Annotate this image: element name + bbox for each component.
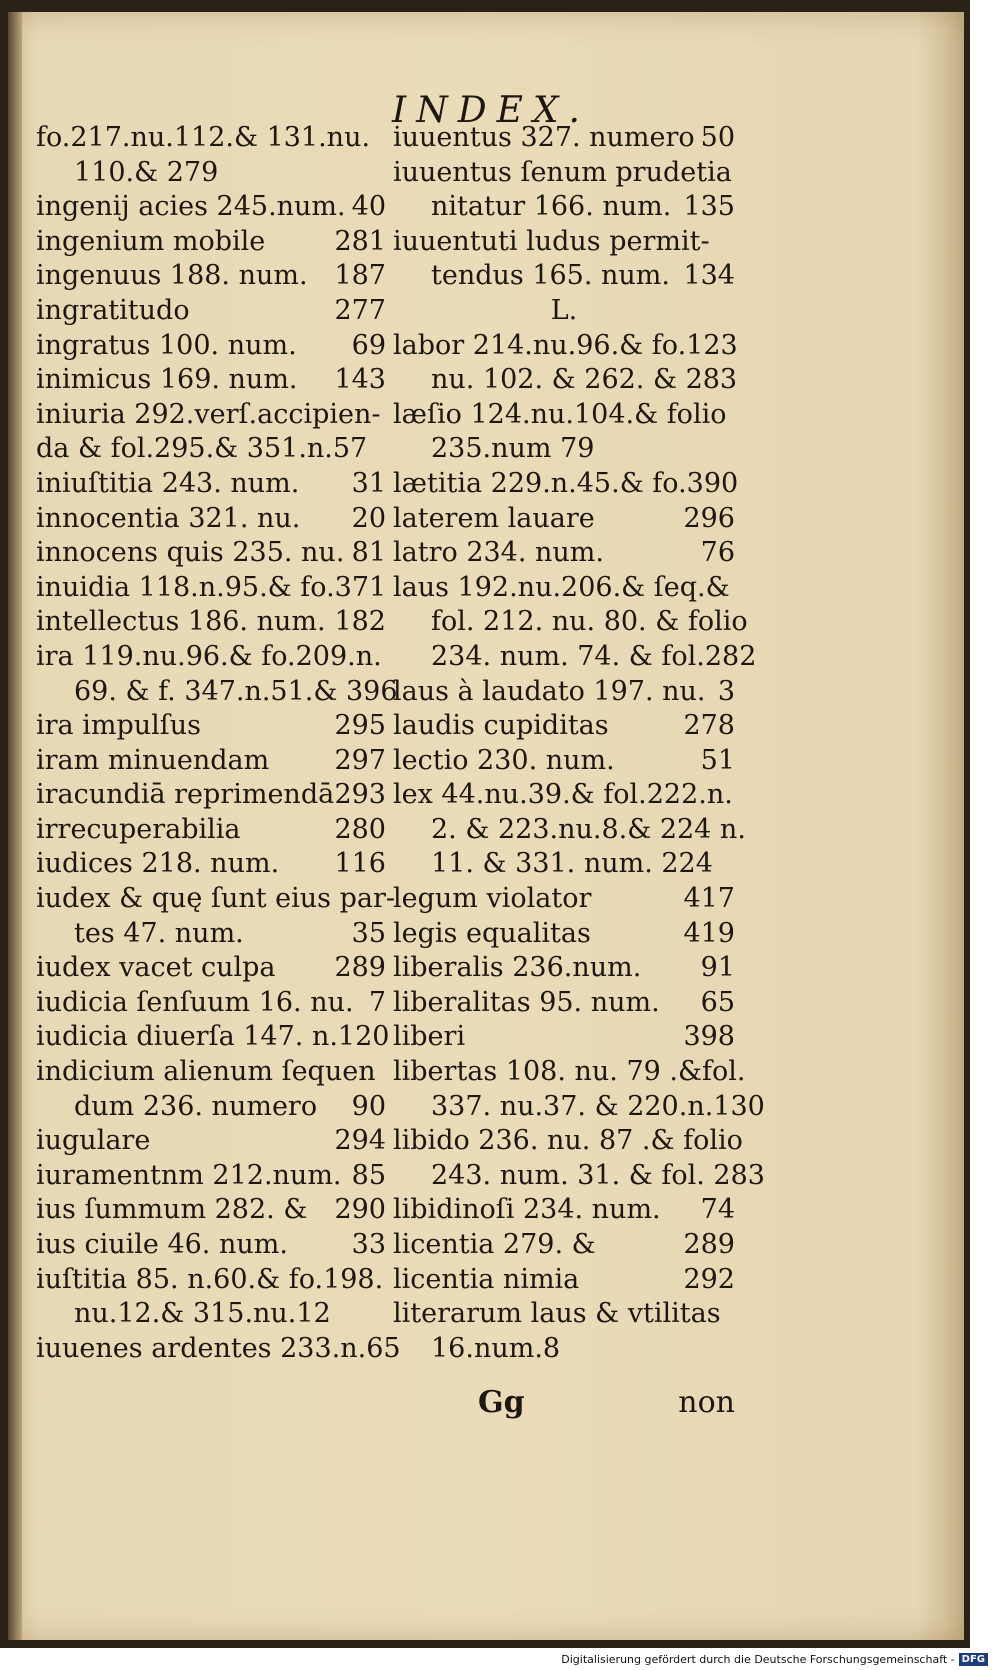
index-entry [36, 675, 398, 710]
index-entry-term: iracundiā reprimendā [36, 779, 335, 811]
index-entry-page-number: 295 [334, 710, 386, 742]
index-entry [36, 259, 386, 294]
index-entry [36, 156, 386, 191]
index-entry [36, 121, 386, 156]
page-header: INDEX. [392, 90, 590, 131]
index-entry [393, 951, 735, 986]
index-entry-page-number: 187 [334, 260, 386, 292]
index-entry-page-number: 3 [717, 675, 735, 707]
index-entry-term: fol. 212. nu. 80. & folio [431, 606, 748, 638]
index-entry-term: iudicia diuerſa 147. n. [36, 1021, 338, 1053]
index-entry [393, 605, 748, 640]
index-entry [393, 675, 735, 710]
index-entry-term: licentia nimia [393, 1263, 580, 1295]
index-entry-term: iniuſtitia 243. num. [36, 467, 300, 499]
index-entry-term: legis equalitas [393, 917, 591, 949]
index-entry [36, 432, 386, 467]
index-entry [36, 1090, 386, 1125]
index-entry-term: iudices 218. num. [36, 848, 280, 880]
index-letter: L. [550, 294, 578, 326]
index-entry [393, 329, 738, 364]
index-entry-page-number: 50 [700, 122, 735, 153]
index-entry [393, 467, 739, 502]
index-entry [393, 986, 735, 1021]
index-entry-term: tendus 165. num. [431, 260, 670, 292]
index-entry [36, 917, 386, 952]
index-entry-term: libertas 108. nu. 79 .&fol. [393, 1056, 746, 1088]
index-entry-term: ingratus 100. num. [36, 329, 297, 361]
index-entry-page-number: 289 [334, 952, 386, 984]
index-entry [393, 640, 757, 675]
index-entry-term: 243. num. 31. & fol. 283 [431, 1159, 765, 1191]
index-entry [393, 778, 735, 813]
index-entry-page-number: 65 [700, 986, 735, 1018]
index-entry [393, 709, 735, 744]
index-entry-term: inuidia 118.n.95.& fo. [36, 571, 335, 603]
index-entry-page-number: 398 [683, 1021, 735, 1053]
index-entry-term: laudis cupiditas [393, 710, 609, 742]
index-entry-term: legum violator [393, 883, 592, 915]
index-entry-term: læſio 124.nu.104.& folio [393, 398, 727, 430]
index-entry-term: ira impulſus [36, 710, 202, 742]
index-entry [36, 744, 386, 779]
page-binding-edge [8, 12, 22, 1640]
attribution-bar [561, 1653, 988, 1666]
index-entry-term: iuramentnm 212.num. [36, 1159, 342, 1191]
index-entry-term: tes 47. num. [74, 917, 244, 949]
index-entry [393, 156, 735, 191]
index-entry-page-number: 182 [334, 606, 386, 638]
index-entry [393, 225, 735, 260]
index-entry-term: 11. & 331. num. 224 [431, 848, 713, 880]
index-entry [393, 1020, 735, 1055]
index-entry-term: 16.num.8 [431, 1332, 561, 1364]
index-entry-page-number: 277 [334, 294, 386, 326]
index-entry-page-number: 135 [683, 191, 735, 223]
index-entry-page-number: 116 [334, 848, 386, 880]
index-entry [36, 951, 386, 986]
index-entry-term: libidinoſi 234. num. [393, 1194, 661, 1226]
index-entry-page-number: 292 [683, 1263, 735, 1295]
index-entry [36, 536, 386, 571]
index-entry [36, 1159, 386, 1194]
index-entry-term: liberalis 236.num. [393, 952, 642, 984]
index-entry [393, 190, 735, 225]
index-entry-term: nu.12.& 315.nu.12 [74, 1298, 331, 1330]
index-entry-term: iudex & quę ſunt eius par- [36, 883, 396, 915]
index-entry [36, 778, 386, 813]
index-entry-term: latro 234. num. [393, 537, 604, 569]
index-entry-term: lex 44.nu.39.& fol.222.n. [393, 779, 733, 811]
index-entry-term: intellectus 186. num. [36, 606, 326, 638]
index-entry-term: laus à laudato 197. nu. [393, 675, 706, 707]
page-footer [393, 1385, 735, 1420]
index-entry-term: iugulare [36, 1125, 151, 1157]
index-entry-term: laus 192.nu.206.& ſeq.& [393, 571, 730, 603]
index-entry [393, 398, 735, 433]
index-entry-term: 235.num 79 [431, 433, 595, 465]
index-entry-page-number: 417 [683, 883, 735, 915]
index-entry [36, 225, 386, 260]
index-entry [36, 571, 386, 606]
index-entry [393, 363, 738, 398]
index-entry-term: licentia 279. & [393, 1229, 596, 1260]
index-entry-page-number: 74 [700, 1194, 735, 1226]
index-entry-term: irrecuperabilia [36, 813, 241, 845]
index-entry-term: fo.217.nu.112.& 131.nu. [36, 122, 371, 153]
index-entry [36, 294, 386, 329]
index-entry-page-number: 278 [683, 710, 735, 742]
index-entry-term: da & fol.295.& 351.n.57 [36, 433, 368, 465]
index-entry-term: iuuenes ardentes 233.n. [36, 1332, 367, 1364]
index-entry [36, 502, 386, 537]
index-entry-page-number: 85 [351, 1159, 386, 1191]
index-entry-term: labor 214.nu.96.& fo.123 [393, 329, 738, 361]
index-entry-page-number: 91 [700, 952, 735, 984]
index-entry-term: indicium alienum ſequen [36, 1056, 376, 1088]
index-entry [36, 605, 386, 640]
index-entry [393, 1297, 735, 1332]
index-entry-term: ingenuus 188. num. [36, 260, 308, 292]
index-entry [36, 640, 386, 675]
index-entry [393, 1159, 765, 1194]
index-entry [393, 121, 735, 156]
index-entry-term: liberi [393, 1021, 466, 1053]
index-entry [36, 709, 386, 744]
index-entry [393, 917, 735, 952]
index-entry-term: nitatur 166. num. [431, 191, 672, 223]
index-entry-term: dum 236. numero [74, 1090, 318, 1122]
index-entry [36, 363, 386, 398]
index-entry [393, 536, 735, 571]
index-entry-term: iuſtitia 85. n.60.& fo.198. [36, 1263, 384, 1295]
index-entry-page-number: 281 [334, 225, 386, 257]
index-entry-page-number: 65 [366, 1332, 401, 1364]
index-entry-page-number: 297 [334, 744, 386, 776]
index-entry [393, 1193, 735, 1228]
index-entry-term: nu. 102. & 262. & 283 [431, 364, 738, 396]
index-entry-term: iudicia ſenſuum 16. nu. [36, 986, 354, 1018]
index-entry-page-number: 290 [334, 1194, 386, 1226]
index-entry-term: ingratitudo [36, 294, 190, 326]
index-entry [393, 259, 735, 294]
index-entry-term: ingenium mobile [36, 225, 266, 257]
index-entry-term: inimicus 169. num. [36, 364, 298, 396]
index-entry [393, 1124, 743, 1159]
index-entry-term: iniuria 292.verſ.accipien- [36, 398, 381, 430]
index-entry [36, 1055, 386, 1090]
index-entry-page-number: 40 [351, 191, 386, 223]
index-entry-term: ius ciuile 46. num. [36, 1229, 288, 1260]
index-entry-term: libido 236. nu. 87 .& folio [393, 1125, 743, 1157]
index-entry-term: iram minuendam [36, 744, 270, 776]
index-letter-heading [393, 294, 735, 329]
index-entry [36, 813, 386, 848]
index-entry [36, 1263, 386, 1298]
index-entry-term: 337. nu.37. & 220.n.130 [431, 1090, 765, 1122]
index-entry [393, 502, 735, 537]
index-entry [393, 744, 735, 779]
index-entry-page-number: 33 [351, 1229, 386, 1260]
index-entry-page-number: 81 [351, 537, 386, 569]
signature-mark: Gg [478, 1385, 525, 1420]
index-entry [36, 329, 386, 364]
index-entry-term: iuuentuti ludus permit- [393, 225, 710, 257]
index-entry-term: ira 119.nu.96.& fo.209.n. [36, 640, 382, 672]
index-entry-term: 2. & 223.nu.8.& 224 n. [431, 813, 746, 845]
index-entry [36, 847, 386, 882]
index-entry [36, 398, 386, 433]
index-entry-page-number: 296 [683, 502, 735, 534]
index-entry-term: iuuentus 327. numero [393, 122, 695, 153]
attribution-text: Digitalisierung gefördert durch die Deutsche Forschungsgemeinschaft - [561, 1653, 955, 1666]
index-entry-page-number: 371 [334, 571, 387, 603]
index-entry [393, 571, 735, 606]
index-column-left [36, 121, 401, 1366]
index-entry-term: liberalitas 95. num. [393, 986, 660, 1018]
index-entry-term: innocens quis 235. nu. [36, 537, 345, 569]
index-entry [36, 986, 386, 1021]
index-entry [393, 1228, 735, 1263]
index-entry-page-number: 134 [683, 260, 735, 292]
index-entry [393, 847, 735, 882]
index-entry [36, 882, 396, 917]
index-entry [393, 813, 746, 848]
index-entry-page-number: 76 [700, 537, 735, 569]
index-entry [36, 190, 386, 225]
index-entry [393, 1090, 765, 1125]
index-entry-page-number: 293 [334, 779, 386, 811]
index-entry-page-number: 143 [334, 364, 386, 396]
index-entry [36, 1332, 401, 1367]
index-entry-page-number: 120 [337, 1021, 390, 1053]
index-entry [36, 1297, 386, 1332]
index-entry [36, 1228, 386, 1263]
index-entry-term: iuuentus ſenum prudetia [393, 156, 732, 188]
index-entry [36, 1020, 390, 1055]
index-entry-term: lectio 230. num. [393, 744, 615, 776]
index-entry-term: 69. & f. 347.n.51.& 396 [74, 675, 398, 707]
index-entry-page-number: 419 [683, 917, 735, 949]
index-entry-term: 234. num. 74. & fol.282 [431, 640, 757, 672]
index-entry-term: 110.& 279 [74, 156, 219, 188]
index-entry-page-number: 69 [351, 329, 386, 361]
index-entry [36, 1193, 386, 1228]
index-entry-term: lætitia 229.n.45.& fo.390 [393, 467, 739, 499]
index-entry-page-number: 280 [334, 813, 386, 845]
index-entry [393, 1055, 746, 1090]
index-entry-page-number: 289 [683, 1229, 735, 1260]
index-entry-page-number: 294 [334, 1125, 386, 1157]
index-entry [393, 882, 735, 917]
index-entry-term: ingenij acies 245.num. [36, 191, 346, 223]
index-entry [393, 1332, 735, 1367]
index-entry-term: literarum laus & vtilitas [393, 1298, 721, 1330]
index-entry-term: ius ſummum 282. & [36, 1194, 308, 1226]
catchword: non [678, 1385, 735, 1420]
index-entry [36, 467, 386, 502]
index-entry-page-number: 31 [351, 467, 386, 499]
index-entry-page-number: 90 [351, 1090, 386, 1122]
index-entry-page-number: 35 [351, 917, 386, 949]
index-entry-term: innocentia 321. nu. [36, 502, 301, 534]
index-entry-page-number: 7 [368, 986, 386, 1018]
dfg-logo: DFG [959, 1653, 988, 1666]
index-entry-term: laterem lauare [393, 502, 595, 534]
index-entry-term: iudex vacet culpa [36, 952, 276, 984]
index-entry-page-number: 20 [351, 502, 386, 534]
index-column-right [393, 121, 765, 1366]
index-entry-page-number: 51 [700, 744, 735, 776]
index-entry [393, 1263, 735, 1298]
index-entry [36, 1124, 386, 1159]
index-entry [393, 432, 735, 467]
